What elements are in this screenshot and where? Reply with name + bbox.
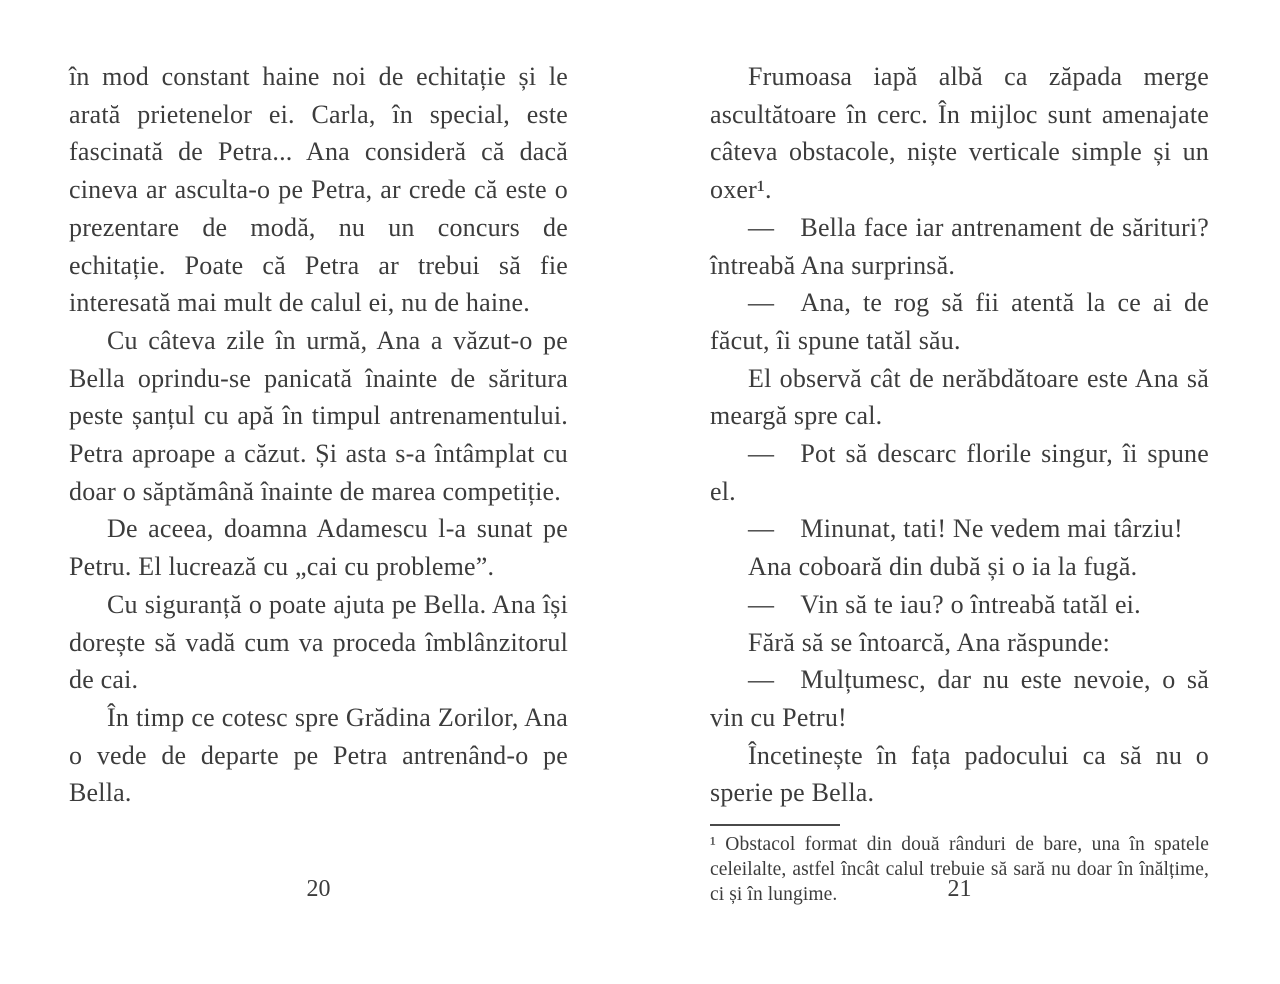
paragraph-dialogue: — Mulțumesc, dar nu este nevoie, o să vin cu Petru! <box>710 665 1209 732</box>
paragraph-dialogue: — Vin să te iau? o întreabă tatăl ei. <box>748 589 1141 619</box>
page-right-text <box>710 58 1209 907</box>
footnote-text: ¹ Obstacol format din două rânduri de bare, una în spatele celeilalte, astfel încât calul trebuie să sară nu doar în înălțime, ci și în lungime. <box>710 834 1209 905</box>
paragraph: în mod constant haine noi de echitație și le arată prietenelor ei. Carla, în special, este fascinată de Petra... Ana consideră că dacă cineva ar asculta-o pe Petra, ar crede că este o prezentare de modă, nu un concurs de echitație. Poate că Petra ar trebui să fie interesată mai mult de calul ei, nu de haine. <box>69 62 568 318</box>
paragraph-dialogue: — Bella face iar antrenament de sărituri? întreabă Ana surprinsă. <box>710 212 1209 280</box>
paragraph: El observă cât de nerăbdătoare este Ana să meargă spre cal. <box>710 363 1209 431</box>
paragraph: Cu siguranță o poate ajuta pe Bella. Ana își dorește să vadă cum va proceda îmblânzitorul de cai. <box>69 589 568 695</box>
page-number-left: 20 <box>306 876 331 902</box>
page-left-text <box>69 58 568 812</box>
paragraph: Ana coboară din dubă și o ia la fugă. <box>748 552 1138 582</box>
paragraph: Frumoasa iapă albă ca zăpada merge ascultătoare în cerc. În mijloc sunt amenajate câteva obstacole, niște verticale simple și un oxer¹. <box>710 62 1209 205</box>
paragraph-dialogue: — Pot să descarc florile singur, îi spune el. <box>710 439 1209 506</box>
footnote-divider <box>710 824 840 826</box>
page-number-right: 21 <box>947 876 972 902</box>
paragraph: De aceea, doamna Adamescu l-a sunat pe Petru. El lucrează cu „cai cu probleme”. <box>69 514 568 582</box>
paragraph: În timp ce cotesc spre Grădina Zorilor, Ana o vede de departe pe Petra antrenând-o pe Bella. <box>69 702 568 808</box>
paragraph-dialogue: — Minunat, tati! Ne vedem mai târziu! <box>748 514 1183 544</box>
paragraph: Încetinește în fața padocului ca să nu o sperie pe Bella. <box>710 740 1209 808</box>
paragraph-dialogue: — Ana, te rog să fii atentă la ce ai de făcut, îi spune tatăl său. <box>710 288 1209 355</box>
paragraph: Fără să se întoarcă, Ana răspunde: <box>748 627 1111 657</box>
paragraph: Cu câteva zile în urmă, Ana a văzut-o pe Bella oprindu-se panicată înainte de săritura peste șanțul cu apă în timpul antrenamentului. Petra aproape a căzut. Și asta s-a întâmplat cu doar o săptămână înainte de marea competiție. <box>69 325 568 506</box>
